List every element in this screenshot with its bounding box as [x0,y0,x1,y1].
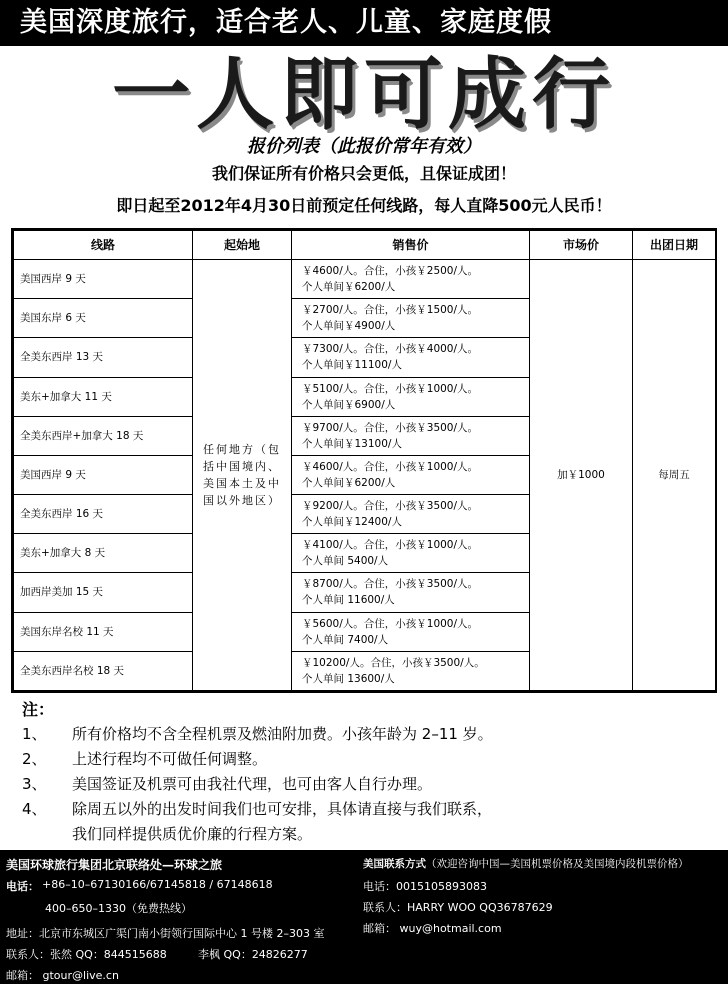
note-text: 所有价格均不含全程机票及燃油附加费。小孩年龄为 2–11 岁。 [72,725,493,743]
header-route: 线路 [14,231,193,260]
route-cell: 全美东西岸 13 天 [14,338,193,377]
notes-title: 注： [22,700,55,719]
beijing-email: 邮箱： gtour@live.cn [6,969,119,982]
note-text: 除周五以外的出发时间我们也可安排，具体请直接与我们联系， [72,800,493,818]
sale-price-cell [292,260,530,299]
header-market-price: 市场价 [530,231,633,260]
note-continuation: 我们同样提供质优价廉的行程方案。 [72,825,313,843]
beijing-phone-label: 电话： [6,880,39,893]
origin-cell: 任何地方（包括中国境内、美国本土及中国以外地区） [193,260,292,691]
note-number: 3、 [22,775,47,793]
single-room-price: 个人单间 11600/人 [302,594,395,607]
top-banner: 美国深度旅行，适合老人、儿童、家庭度假 [0,0,728,46]
sale-price-cell [292,612,530,651]
route-cell: 加西岸美加 15 天 [14,573,193,612]
single-room-price: 个人单间￥11100/人 [302,359,402,372]
shared-room-price: ￥7300/人。合住，小孩￥4000/人。 [302,343,479,356]
price-list-title: 报价列表（此报价常年有效） [247,136,481,157]
single-room-price: 个人单间￥12400/人 [302,516,402,529]
single-room-price: 个人单间 5400/人 [302,555,389,568]
route-cell: 美国西岸 9 天 [14,260,193,299]
promo-text: 即日起至2012年4月30日前预定任何线路，每人直降500元人民币！ [116,196,612,215]
shared-room-price: ￥9200/人。合住，小孩￥3500/人。 [302,500,479,513]
header-sale-price: 销售价 [292,231,530,260]
single-room-price: 个人单间￥4900/人 [302,320,396,333]
us-contact-title: 美国联系方式 [363,858,426,870]
beijing-contact-2: 李枫 QQ：24826277 [198,948,308,961]
market-price-cell: 加￥1000 [530,260,633,691]
route-cell: 全美东西岸名校 18 天 [14,651,193,690]
sale-price-cell [292,377,530,416]
footer-contact [0,850,728,984]
shared-room-price: ￥4100/人。合住，小孩￥1000/人。 [302,539,479,552]
route-cell: 美国东岸名校 11 天 [14,612,193,651]
header-departure: 出团日期 [633,231,716,260]
sale-price-cell [292,534,530,573]
beijing-phone: +86–10–67130166/67145818 / 67148618 [42,878,273,891]
departure-cell: 每周五 [633,260,716,691]
note-item [22,773,432,794]
beijing-address: 地址：北京市东城区广渠门南小街领行国际中心 1 号楼 2–303 室 [6,927,325,940]
us-contact-person: 联系人：HARRY WOO QQ36787629 [363,901,553,914]
sale-price-cell [292,455,530,494]
note-item [22,723,493,744]
shared-room-price: ￥2700/人。合住，小孩￥1500/人。 [302,304,479,317]
header-origin: 起始地 [193,231,292,260]
sale-price-cell [292,299,530,338]
shared-room-price: ￥4600/人。合住，小孩￥2500/人。 [302,265,479,278]
single-room-price: 个人单间 13600/人 [302,672,395,685]
route-cell: 美东+加拿大 8 天 [14,534,193,573]
route-cell: 全美东西岸+加拿大 18 天 [14,416,193,455]
shared-room-price: ￥10200/人。合住，小孩￥3500/人。 [302,656,485,669]
route-cell: 全美东西岸 16 天 [14,495,193,534]
single-room-price: 个人单间￥6900/人 [302,398,396,411]
table-header-row [14,231,716,260]
sale-price-cell [292,573,530,612]
note-number: 2、 [22,750,47,768]
beijing-hotline: 400–650–1330（免费热线） [45,902,192,915]
note-number: 4、 [22,800,47,818]
sale-price-cell [292,495,530,534]
note-text: 美国签证及机票可由我社代理，也可由客人自行办理。 [72,775,433,793]
sale-price-cell [292,651,530,690]
single-room-price: 个人单间￥6200/人 [302,281,396,294]
beijing-contact-1: 联系人：张然 QQ：844515688 [6,948,167,961]
price-table [11,228,717,693]
us-email: 邮箱： wuy@hotmail.com [363,922,502,935]
sale-price-cell [292,338,530,377]
us-contact-note: （欢迎咨询中国—美国机票价格及美国境内段机票价格） [426,858,689,870]
us-phone: 电话：0015105893083 [363,880,487,893]
single-room-price: 个人单间￥13100/人 [302,437,402,450]
shared-room-price: ￥8700/人。合住，小孩￥3500/人。 [302,578,479,591]
beijing-office-title: 美国环球旅行集团北京联络处—环球之旅 [6,858,223,872]
guarantee-text: 我们保证所有价格只会更低，且保证成团！ [211,164,516,183]
shared-room-price: ￥9700/人。合住，小孩￥3500/人。 [302,421,479,434]
shared-room-price: ￥5600/人。合住，小孩￥1000/人。 [302,617,479,630]
us-contact-heading [363,856,689,871]
shared-room-price: ￥4600/人。合住，小孩￥1000/人。 [302,460,479,473]
route-cell: 美国东岸 6 天 [14,299,193,338]
single-room-price: 个人单间 7400/人 [302,633,389,646]
note-text: 上述行程均不可做任何调整。 [72,750,268,768]
sale-price-cell [292,416,530,455]
route-cell: 美东+加拿大 11 天 [14,377,193,416]
single-room-price: 个人单间￥6200/人 [302,476,396,489]
shared-room-price: ￥5100/人。合住，小孩￥1000/人。 [302,382,479,395]
note-number: 1、 [22,725,47,743]
note-item [22,748,267,769]
slogan-title: 一人即可成行 [111,49,616,140]
note-item [22,798,492,819]
table-row [14,260,716,299]
route-cell: 美国西岸 9 天 [14,455,193,494]
